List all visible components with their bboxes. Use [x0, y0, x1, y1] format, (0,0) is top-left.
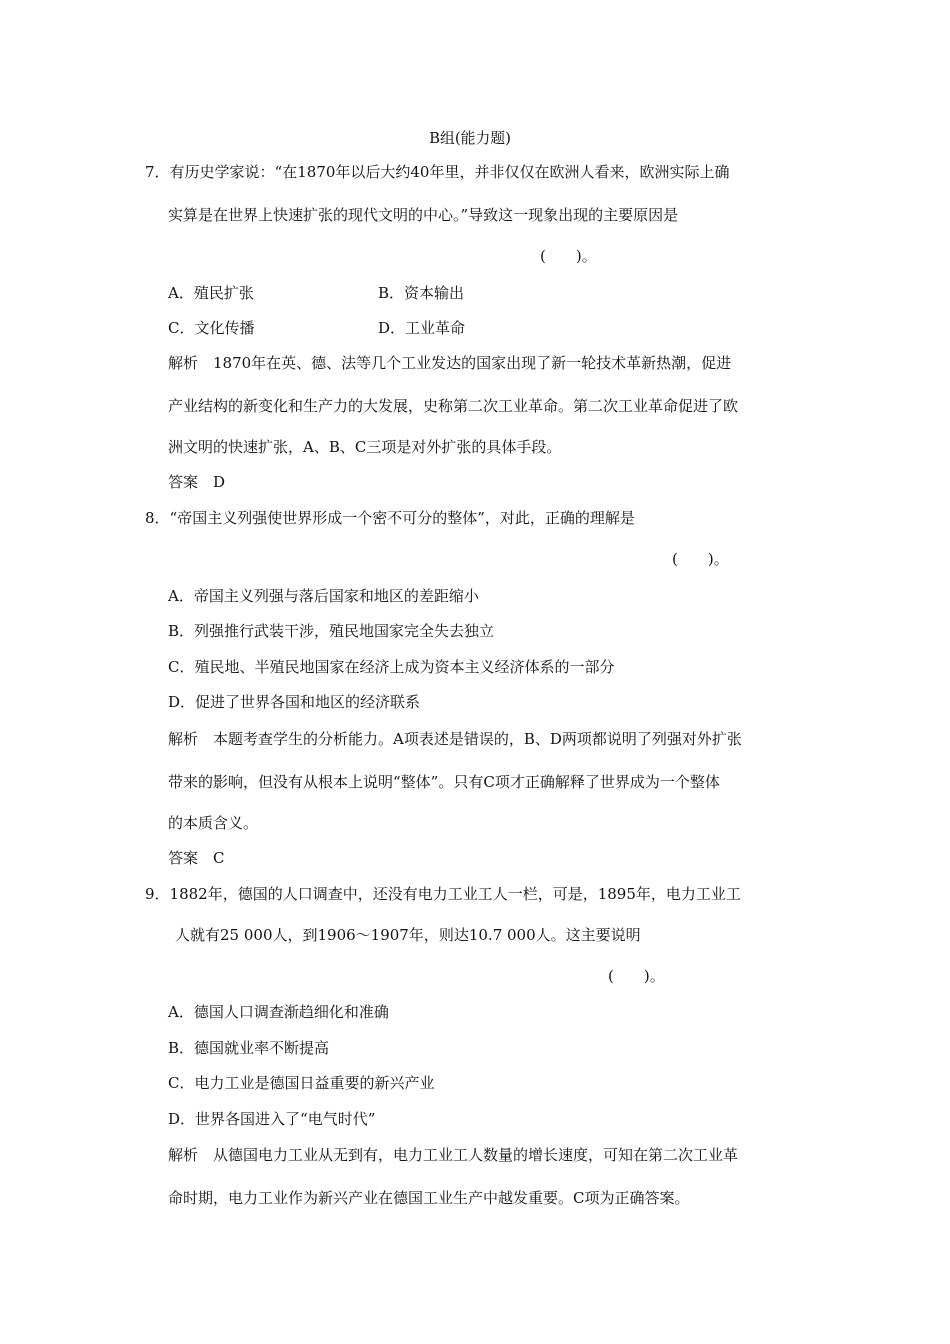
q7-option-c: C．文化传播 [168, 319, 255, 337]
q7-analysis-line2: 产业结构的新变化和生产力的大发展，史称第二次工业革命。第二次工业革命促进了欧 [168, 397, 739, 415]
q7-answer: 答案 D [168, 473, 226, 491]
q7-analysis-line3: 洲文明的快速扩张，A、B、C三项是对外扩张的具体手段。 [168, 438, 562, 456]
q8-option-a: A．帝国主义列强与落后国家和地区的差距缩小 [168, 587, 479, 605]
q8-answer: 答案 C [168, 849, 225, 867]
q9-option-c: C．电力工业是德国日益重要的新兴产业 [168, 1074, 435, 1092]
q9-stem-line2: 人就有25 000人，到1906～1907年，则达10.7 000人。这主要说明 [175, 926, 641, 944]
q9-stem-line1: 9．1882年，德国的人口调查中，还没有电力工业工人一栏，可是，1895年，电力工业工 [145, 885, 741, 903]
q9-option-d: D．世界各国进入了“电气时代” [168, 1110, 376, 1128]
section-title: B组(能力题) [429, 129, 511, 147]
q8-analysis-line1: 解析 本题考查学生的分析能力。A项表述是错误的，B、D两项都说明了列强对外扩张 [168, 730, 742, 748]
q7-stem-line2: 实算是在世界上快速扩张的现代文明的中心。”导致这一现象出现的主要原因是 [168, 206, 679, 224]
q8-stem-line1: 8．“帝国主义列强使世界形成一个密不可分的整体”，对此，正确的理解是 [145, 509, 635, 527]
q7-option-b: B．资本输出 [378, 284, 465, 302]
q7-option-d: D．工业革命 [378, 319, 466, 337]
q8-analysis-line2: 带来的影响，但没有从根本上说明“整体”。只有C项才正确解释了世界成为一个整体 [168, 773, 720, 791]
q9-option-b: B．德国就业率不断提高 [168, 1039, 330, 1057]
q9-option-a: A．德国人口调查渐趋细化和准确 [168, 1003, 389, 1021]
q8-option-b: B．列强推行武装干涉，殖民地国家完全失去独立 [168, 622, 495, 640]
q9-analysis-line1: 解析 从德国电力工业从无到有，电力工业工人数量的增长速度，可知在第二次工业革 [168, 1146, 739, 1164]
q7-answer-blank: ( )。 [540, 247, 597, 265]
q7-stem-line1: 7．有历史学家说：“在1870年以后大约40年里，并非仅仅在欧洲人看来，欧洲实际上确 [145, 163, 730, 181]
q9-analysis-line2: 命时期，电力工业作为新兴产业在德国工业生产中越发重要。C项为正确答案。 [168, 1189, 690, 1207]
q7-analysis-line1: 解析 1870年在英、德、法等几个工业发达的国家出现了新一轮技术革新热潮，促进 [168, 354, 732, 372]
q7-option-a: A．殖民扩张 [168, 284, 254, 302]
q8-option-c: C．殖民地、半殖民地国家在经济上成为资本主义经济体系的一部分 [168, 658, 615, 676]
q8-option-d: D．促进了世界各国和地区的经济联系 [168, 693, 421, 711]
q9-answer-blank: ( )。 [608, 967, 665, 985]
q8-analysis-line3: 的本质含义。 [168, 814, 259, 832]
q8-answer-blank: ( )。 [672, 550, 729, 568]
